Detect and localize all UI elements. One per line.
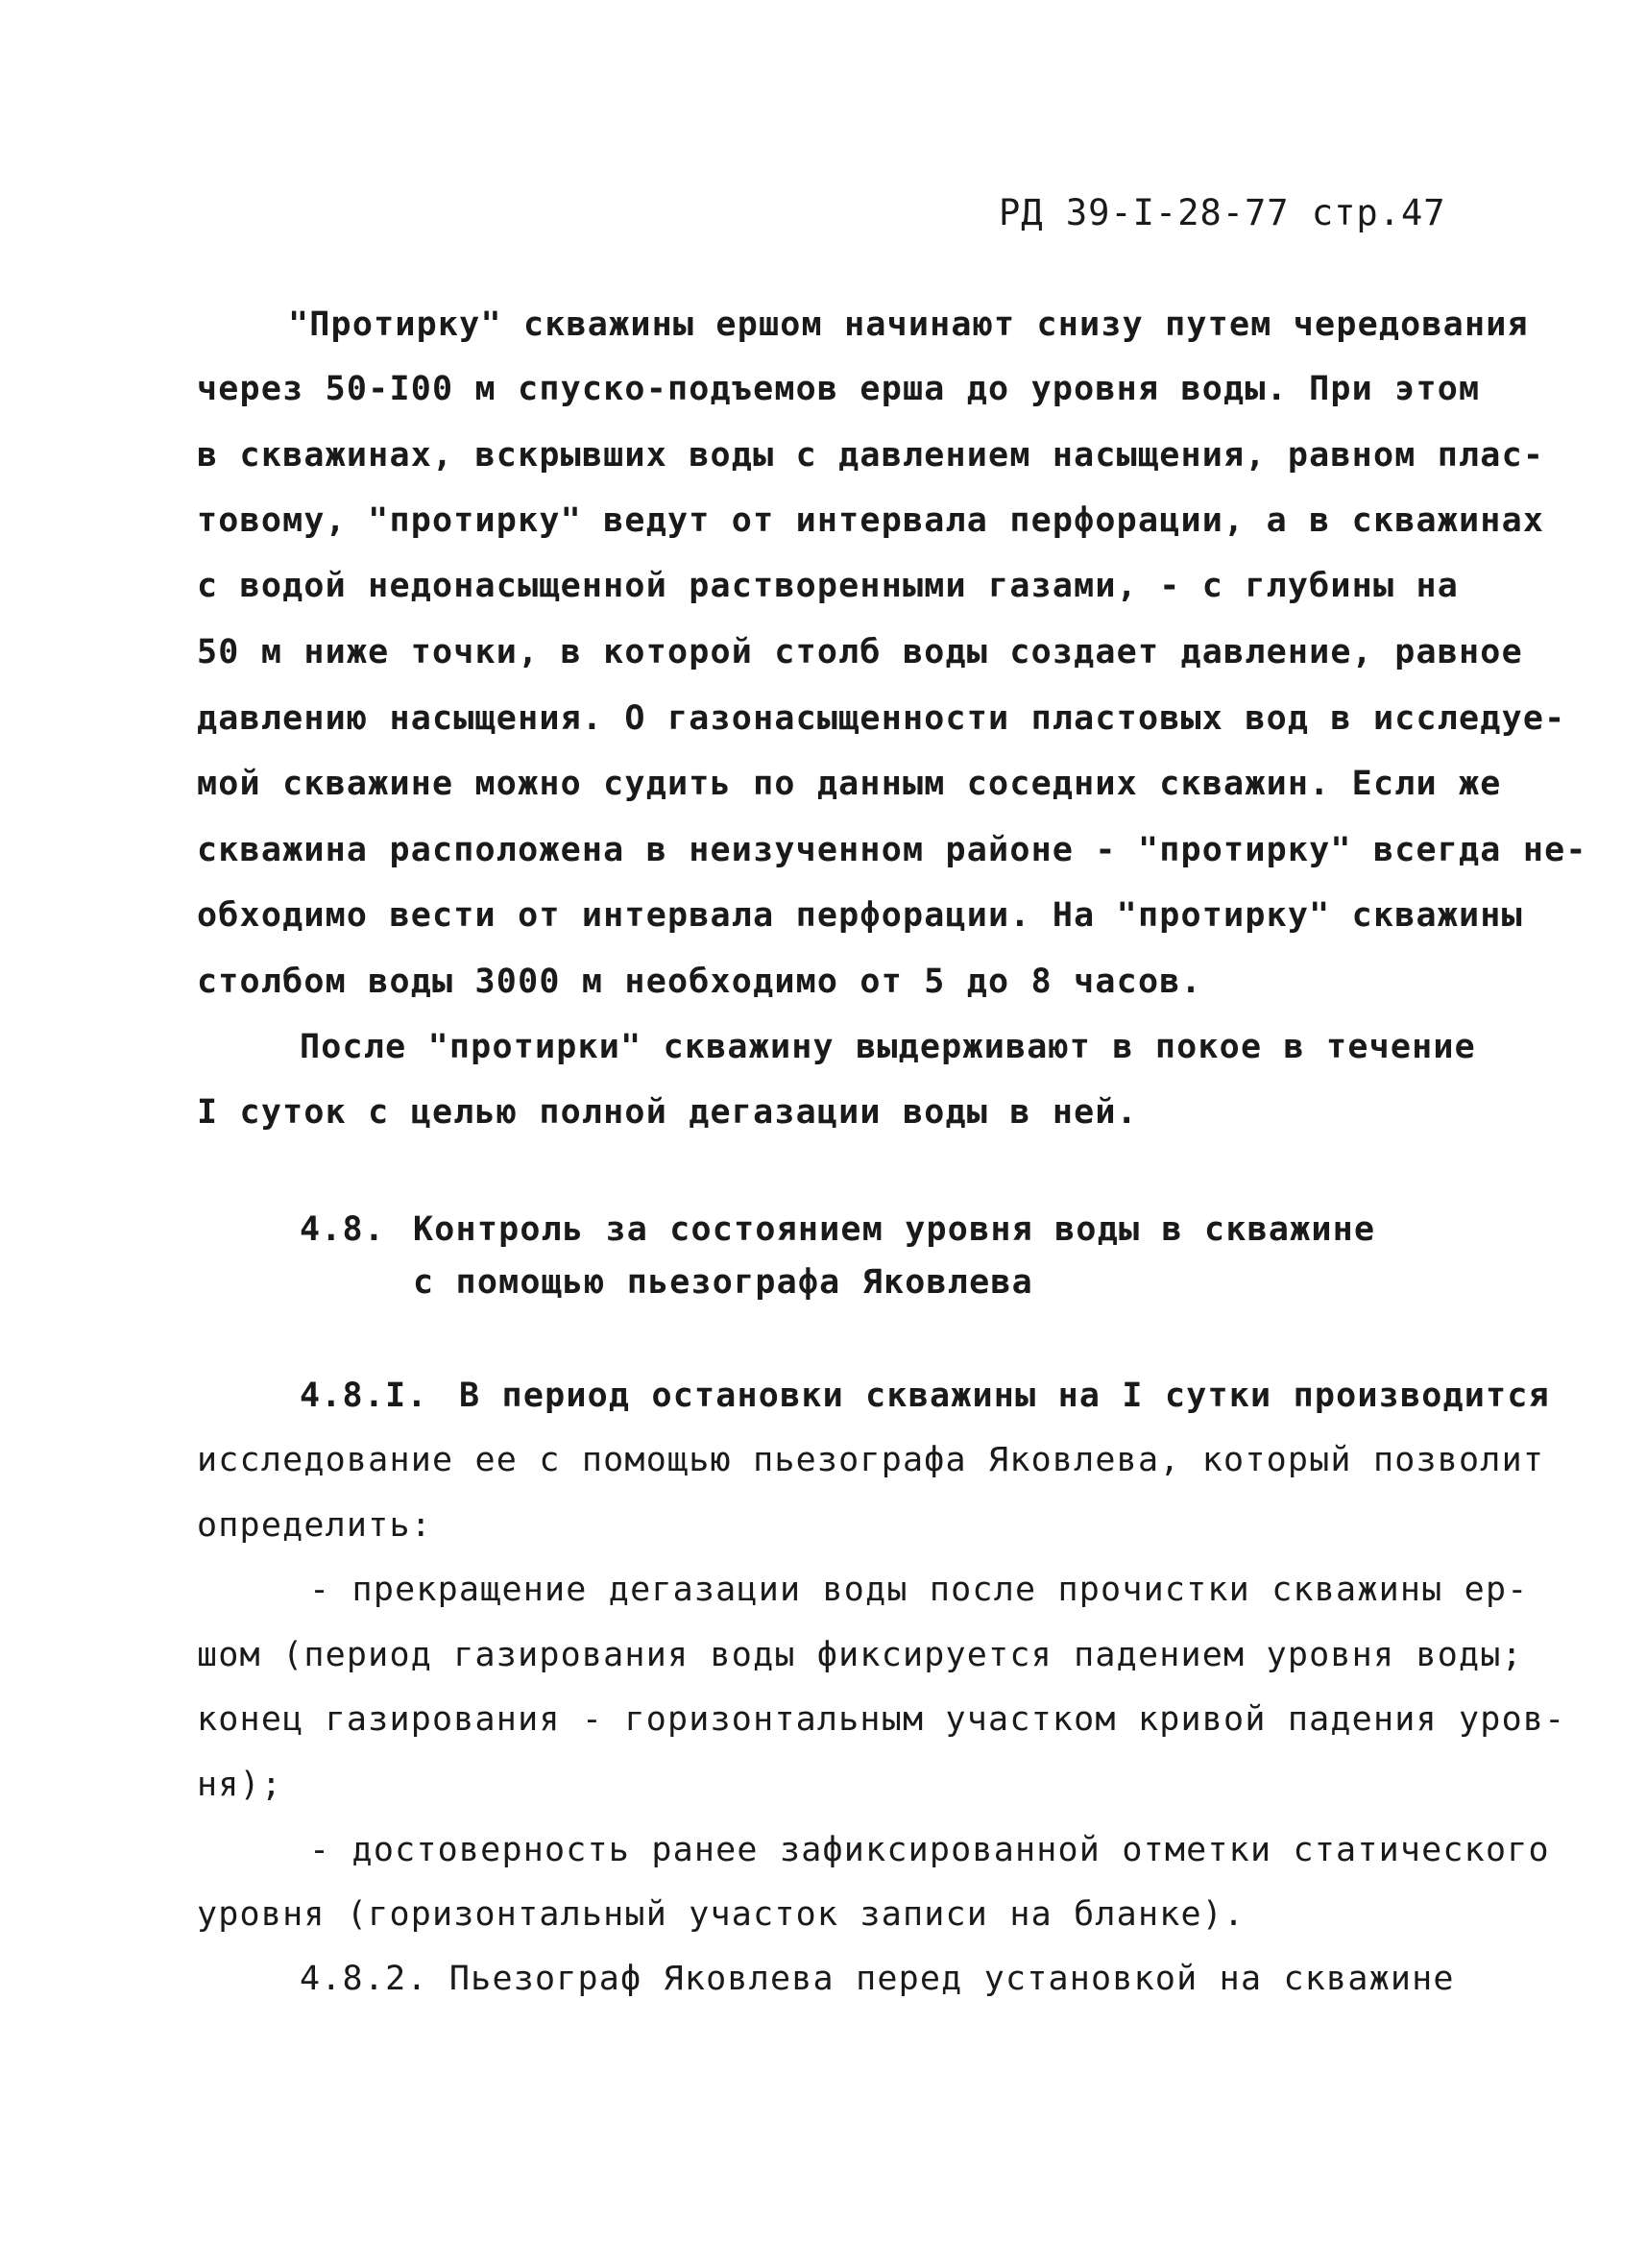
paragraph1-line-5: с водой недонасыщенной растворенными газами, - с глубины на (197, 567, 1460, 605)
bullet1-line-4: ня); (197, 1766, 283, 1804)
paragraph1-line-7: давлению насыщения. О газонасыщенности пластовых вод в исследуе- (197, 699, 1566, 738)
paragraph1-line-10: обходимо вести от интервала перфорации. На "протирку" скважины (197, 896, 1523, 935)
bullet2-line-1: - достоверность ранее зафиксированной отметки статического (309, 1831, 1550, 1869)
section-title-line-2: с помощью пьезографа Яковлева (413, 1263, 1033, 1302)
bullet1-line-2: шом (период газирования воды фиксируется падением уровня воды; (197, 1636, 1523, 1674)
paragraph1-line-3: в скважинах, вскрывших воды с давлением насыщения, равном плас- (197, 436, 1545, 475)
section-number: 4.8. (300, 1210, 386, 1249)
paragraph1-line-1: "Протирку" скважины ершом начинают снизу путем чередования (288, 305, 1529, 344)
paragraph1-line-4: товому, "протирку" ведут от интервала перфорации, а в скважинах (197, 501, 1545, 540)
item-4-8-1-line-1: В период остановки скважины на I сутки производится (459, 1377, 1550, 1415)
page-header-doc-ref: РД 39-I-28-77 стр.47 (999, 192, 1446, 233)
bullet1-line-3: конец газирования - горизонтальным участком кривой падения уров- (197, 1700, 1566, 1739)
paragraph1-line-11: столбом воды 3000 м необходимо от 5 до 8 часов. (197, 963, 1202, 1001)
paragraph1-line-9: скважина расположена в неизученном районе - "протирку" всегда не- (197, 831, 1587, 869)
item-4-8-2-line-1: 4.8.2. Пьезограф Яковлева перед установкой на скважине (300, 1960, 1455, 1998)
paragraph2-line-1: После "протирки" скважину выдерживают в покое в течение (300, 1028, 1476, 1066)
paragraph1-line-6: 50 м ниже точки, в которой столб воды создает давление, равное (197, 633, 1523, 671)
section-title-line-1: Контроль за состоянием уровня воды в скважине (413, 1210, 1376, 1249)
item-4-8-1-line-3: определить: (197, 1506, 432, 1545)
paragraph2-line-2: I суток с целью полной дегазации воды в ней. (197, 1093, 1138, 1132)
bullet2-line-2: уровня (горизонтальный участок записи на бланке). (197, 1895, 1246, 1934)
item-4-8-1-number: 4.8.I. (300, 1377, 428, 1415)
bullet1-line-1: - прекращение дегазации воды после прочистки скважины ер- (309, 1571, 1529, 1609)
paragraph1-line-2: через 50-I00 м спуско-подъемов ерша до уровня воды. При этом (197, 370, 1481, 408)
paragraph1-line-8: мой скважине можно судить по данным соседних скважин. Если же (197, 765, 1502, 803)
item-4-8-1-line-2: исследование ее с помощью пьезографа Яковлева, который позволит (197, 1441, 1545, 1479)
